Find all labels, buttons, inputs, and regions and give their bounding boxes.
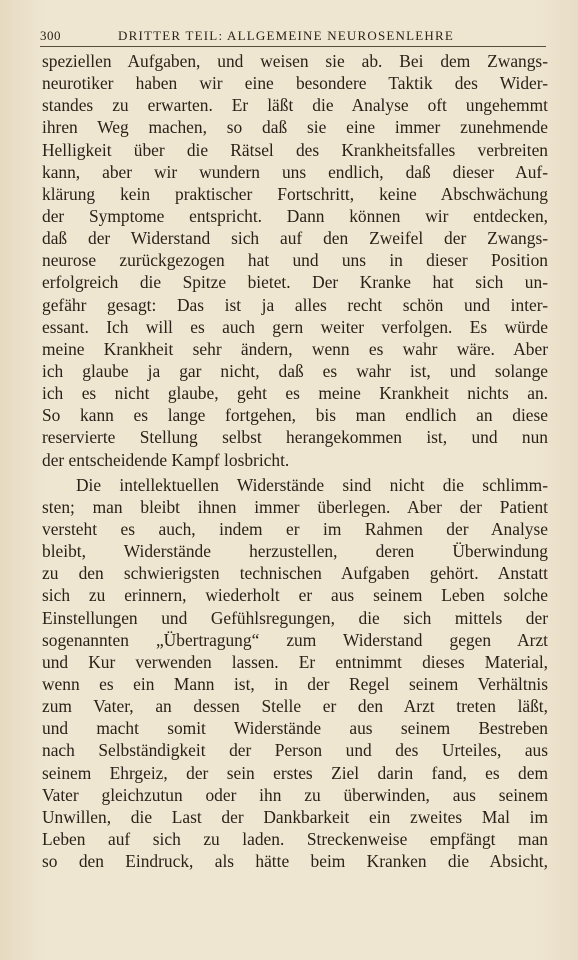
text-line: ich glaube ja gar nicht, daß es wahr ist, und solange [42,360,548,381]
text-line: und Kur verwenden lassen. Er entnimmt dieses Material, [42,651,548,672]
text-line: ich es nicht glaube, geht es meine Krankheit nichts an. [42,383,548,404]
text-line: so den Eindruck, als hätte beim Kranken die Absicht, [42,851,548,872]
text-line: speziellen Aufgaben, und weisen sie ab. Bei dem Zwangs- [42,51,548,71]
text-line: klärung kein praktischer Fortschritt, keine Abschwächung [42,183,548,204]
text-line: Leben auf sich zu laden. Streckenweise empfängt man [42,828,548,849]
text-line: Die intellektuellen Widerstände sind nicht die schlimm- [76,474,548,495]
text-line: Helligkeit über die Rätsel des Krankheitsfalles verbreiten [42,139,548,160]
text-line: sten; man bleibt ihnen immer überlegen. Aber der Patient [42,496,548,517]
text-line: bleibt, Widerstände herzustellen, deren Überwindung [42,541,548,562]
text-line: neurotiker haben wir eine besondere Taktik des Wider- [42,73,548,94]
paragraph [42,474,548,873]
text-line: wenn es ein Mann ist, in der Regel seinem Verhältnis [42,673,548,694]
running-head: DRITTER TEIL: ALLGEMEINE NEUROSENLEHRE [118,28,455,43]
text-line: neurose zurückgezogen hat und uns in dieser Position [42,250,548,271]
text-line: nach Selbständigkeit der Person und des Urteiles, aus [42,740,548,761]
text-line: gefähr gesagt: Das ist ja alles recht schön und inter- [42,294,548,315]
text-line: Unwillen, die Last der Dankbarkeit ein zweites Mal im [42,806,548,827]
text-line: sogenannten „Übertragung“ zum Widerstand gegen Arzt [42,629,548,650]
text-line: Einstellungen und Gefühlsregungen, die sich mittels der [42,607,548,628]
text-line: sich zu erinnern, wiederholt er aus seinem Leben solche [42,585,548,606]
text-line: So kann es lange fortgehen, bis man endlich an diese [42,405,548,426]
text-line: und macht somit Widerstände aus seinem Bestreben [42,718,548,739]
text-line: versteht es auch, indem er im Rahmen der Analyse [42,518,548,539]
text-line: essant. Ich will es auch gern weiter verfolgen. Es würde [42,316,548,337]
text-line: kann, aber wir wundern uns endlich, daß dieser Auf- [42,161,548,182]
text-line: Vater gleichzutun oder ihn zu überwinden, aus seinem [42,784,548,805]
text-line: zum Vater, an dessen Stelle er den Arzt treten läßt, [42,696,548,717]
text-line: daß der Widerstand sich auf den Zweifel der Zwangs- [42,228,548,249]
body-text [42,50,548,872]
page-header [40,24,546,47]
paragraph [42,50,548,471]
text-line: meine Krankheit sehr ändern, wenn es wahr wäre. Aber [42,338,548,359]
text-line: reservierte Stellung selbst herangekommen ist, und nun [42,427,548,448]
text-line: zu den schwierigsten technischen Aufgaben gehört. Anstatt [42,563,548,584]
text-line: seinem Ehrgeiz, der sein erstes Ziel darin fand, es dem [42,762,548,783]
text-line: erfolgreich die Spitze bietet. Der Kranke hat sich un- [42,272,548,293]
text-line: der Symptome entspricht. Dann können wir entdecken, [42,205,548,226]
text-line: standes zu erwarten. Er läßt die Analyse oft ungehemmt [42,95,548,116]
page-number: 300 [40,28,61,43]
text-line: ihren Weg machen, so daß sie eine immer zunehmende [42,117,548,138]
text-line: der entscheidende Kampf losbricht. [42,449,290,470]
